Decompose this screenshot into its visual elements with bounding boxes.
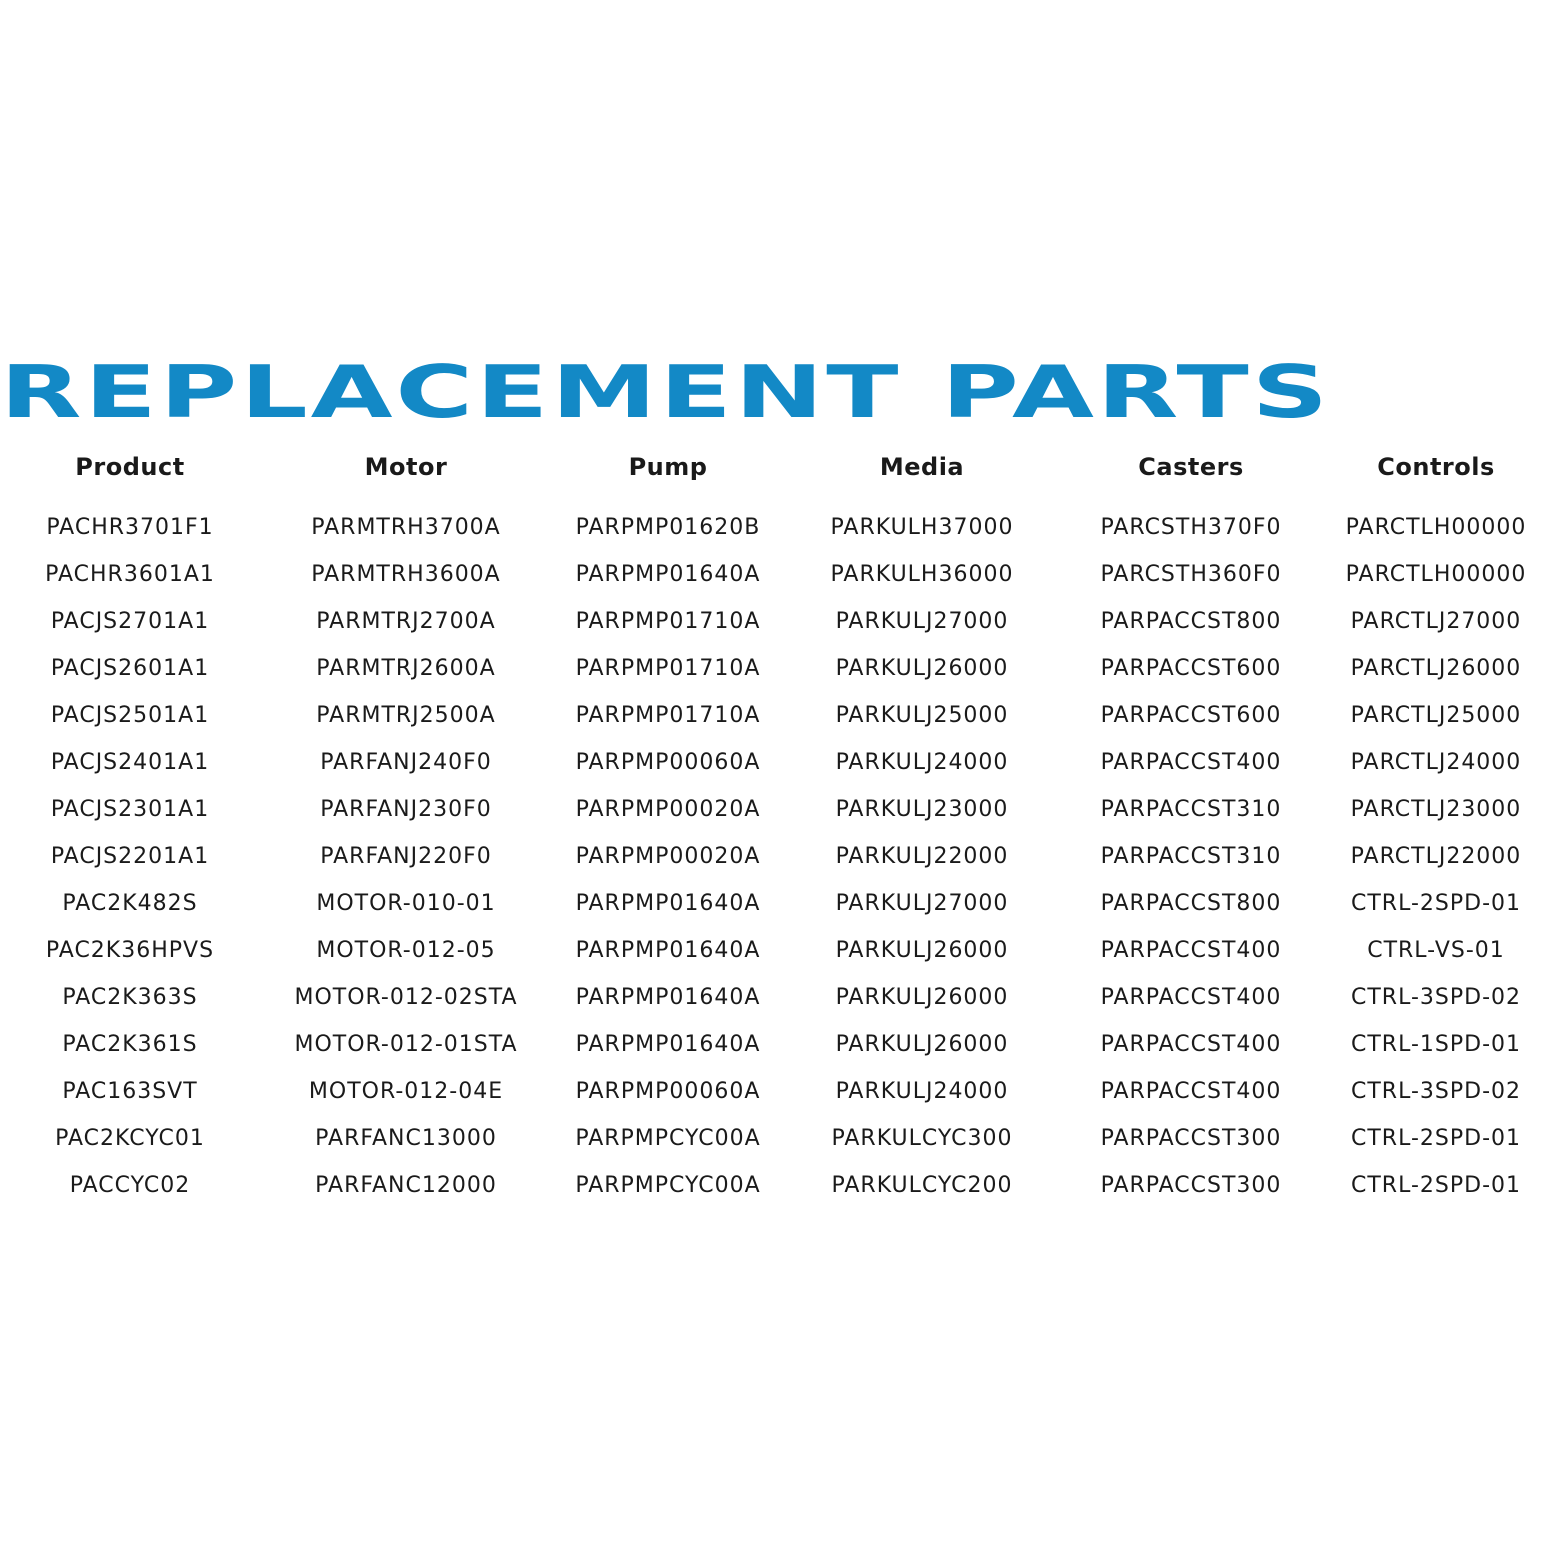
controls-cell: CTRL-3SPD-02 xyxy=(1351,985,1521,1010)
motor-cell: PARFANC12000 xyxy=(315,1173,497,1198)
motor-cell: PARMTRJ2500A xyxy=(316,703,496,728)
media-cell: PARKULJ24000 xyxy=(835,1079,1009,1104)
table-row xyxy=(0,974,1550,1021)
pump-cell: PARPMP01640A xyxy=(575,891,761,916)
column-header-motor: Motor xyxy=(364,453,448,481)
motor-cell: PARFANJ240F0 xyxy=(320,750,492,775)
motor-cell: PARFANJ220F0 xyxy=(320,844,492,869)
pump-cell: PARPMPCYC00A xyxy=(575,1126,761,1151)
product-cell: PAC2KCYC01 xyxy=(55,1126,205,1151)
casters-cell: PARPACCST400 xyxy=(1100,1032,1282,1057)
pump-cell: PARPMP01710A xyxy=(575,703,761,728)
controls-cell: PARCTLJ25000 xyxy=(1350,703,1522,728)
column-header-casters: Casters xyxy=(1138,453,1244,481)
motor-cell: MOTOR-012-04E xyxy=(308,1079,504,1104)
media-cell: PARKULJ27000 xyxy=(835,609,1009,634)
media-cell: PARKULJ25000 xyxy=(835,703,1009,728)
motor-cell: PARMTRH3700A xyxy=(311,515,501,540)
pump-cell: PARPMP01710A xyxy=(575,656,761,681)
product-cell: PAC2K361S xyxy=(62,1032,198,1057)
column-header-pump: Pump xyxy=(628,453,708,481)
table-row xyxy=(0,1021,1550,1068)
product-cell: PACJS2701A1 xyxy=(50,609,210,634)
casters-cell: PARPACCST600 xyxy=(1100,656,1282,681)
controls-cell: CTRL-2SPD-01 xyxy=(1351,891,1521,916)
casters-cell: PARPACCST400 xyxy=(1100,1079,1282,1104)
table-body xyxy=(0,504,1550,1209)
casters-cell: PARPACCST310 xyxy=(1100,844,1282,869)
column-header-controls: Controls xyxy=(1377,453,1495,481)
page-title: REPLACEMENT PARTS xyxy=(0,350,1331,434)
pump-cell: PARPMP01640A xyxy=(575,562,761,587)
media-cell: PARKULCYC200 xyxy=(831,1173,1013,1198)
pump-cell: PARPMP01640A xyxy=(575,985,761,1010)
motor-cell: PARMTRH3600A xyxy=(311,562,501,587)
controls-cell: CTRL-2SPD-01 xyxy=(1351,1173,1521,1198)
motor-cell: PARFANC13000 xyxy=(315,1126,497,1151)
product-cell: PACJS2501A1 xyxy=(50,703,210,728)
table-row xyxy=(0,1068,1550,1115)
media-cell: PARKULJ26000 xyxy=(835,938,1009,963)
product-cell: PACCYC02 xyxy=(69,1173,191,1198)
pump-cell: PARPMP01640A xyxy=(575,938,761,963)
controls-cell: CTRL-1SPD-01 xyxy=(1351,1032,1521,1057)
controls-cell: PARCTLH00000 xyxy=(1345,562,1527,587)
media-cell: PARKULJ23000 xyxy=(835,797,1009,822)
motor-cell: MOTOR-012-01STA xyxy=(294,1032,518,1057)
controls-cell: CTRL-VS-01 xyxy=(1367,938,1505,963)
media-cell: PARKULJ26000 xyxy=(835,1032,1009,1057)
table-row xyxy=(0,692,1550,739)
casters-cell: PARPACCST800 xyxy=(1100,891,1282,916)
product-cell: PAC2K482S xyxy=(62,891,198,916)
casters-cell: PARPACCST400 xyxy=(1100,985,1282,1010)
media-cell: PARKULJ26000 xyxy=(835,656,1009,681)
table-row xyxy=(0,786,1550,833)
controls-cell: PARCTLJ24000 xyxy=(1350,750,1522,775)
motor-cell: PARMTRJ2600A xyxy=(316,656,496,681)
table-row xyxy=(0,1162,1550,1209)
column-header-product: Product xyxy=(75,453,185,481)
media-cell: PARKULH37000 xyxy=(830,515,1014,540)
casters-cell: PARCSTH360F0 xyxy=(1100,562,1282,587)
casters-cell: PARPACCST300 xyxy=(1100,1126,1282,1151)
table-row xyxy=(0,739,1550,786)
table-row xyxy=(0,833,1550,880)
pump-cell: PARPMP00060A xyxy=(575,1079,761,1104)
table-row xyxy=(0,880,1550,927)
casters-cell: PARPACCST800 xyxy=(1100,609,1282,634)
table-row xyxy=(0,504,1550,551)
casters-cell: PARPACCST600 xyxy=(1100,703,1282,728)
controls-cell: CTRL-3SPD-02 xyxy=(1351,1079,1521,1104)
controls-cell: PARCTLJ26000 xyxy=(1350,656,1522,681)
motor-cell: MOTOR-010-01 xyxy=(316,891,496,916)
pump-cell: PARPMP01710A xyxy=(575,609,761,634)
product-cell: PACJS2201A1 xyxy=(50,844,210,869)
product-cell: PACJS2401A1 xyxy=(50,750,210,775)
controls-cell: CTRL-2SPD-01 xyxy=(1351,1126,1521,1151)
column-header-media: Media xyxy=(879,453,965,481)
media-cell: PARKULJ22000 xyxy=(835,844,1009,869)
motor-cell: MOTOR-012-02STA xyxy=(294,985,518,1010)
pump-cell: PARPMP00020A xyxy=(575,844,761,869)
casters-cell: PARPACCST300 xyxy=(1100,1173,1282,1198)
motor-cell: PARFANJ230F0 xyxy=(320,797,492,822)
pump-cell: PARPMP01640A xyxy=(575,1032,761,1057)
pump-cell: PARPMP00060A xyxy=(575,750,761,775)
casters-cell: PARPACCST310 xyxy=(1100,797,1282,822)
table-row xyxy=(0,551,1550,598)
media-cell: PARKULH36000 xyxy=(830,562,1014,587)
product-cell: PACHR3601A1 xyxy=(45,562,215,587)
parts-table xyxy=(0,448,1550,1209)
media-cell: PARKULJ26000 xyxy=(835,985,1009,1010)
casters-cell: PARPACCST400 xyxy=(1100,750,1282,775)
controls-cell: PARCTLH00000 xyxy=(1345,515,1527,540)
table-row xyxy=(0,927,1550,974)
pump-cell: PARPMPCYC00A xyxy=(575,1173,761,1198)
casters-cell: PARPACCST400 xyxy=(1100,938,1282,963)
media-cell: PARKULJ27000 xyxy=(835,891,1009,916)
controls-cell: PARCTLJ22000 xyxy=(1350,844,1522,869)
pump-cell: PARPMP00020A xyxy=(575,797,761,822)
table-header xyxy=(0,448,1550,504)
product-cell: PAC2K363S xyxy=(62,985,198,1010)
product-cell: PACJS2601A1 xyxy=(50,656,210,681)
table-row xyxy=(0,598,1550,645)
pump-cell: PARPMP01620B xyxy=(575,515,761,540)
motor-cell: PARMTRJ2700A xyxy=(316,609,496,634)
casters-cell: PARCSTH370F0 xyxy=(1100,515,1282,540)
controls-cell: PARCTLJ23000 xyxy=(1350,797,1522,822)
motor-cell: MOTOR-012-05 xyxy=(316,938,496,963)
controls-cell: PARCTLJ27000 xyxy=(1350,609,1522,634)
media-cell: PARKULJ24000 xyxy=(835,750,1009,775)
media-cell: PARKULCYC300 xyxy=(831,1126,1013,1151)
header-row xyxy=(0,448,1550,504)
product-cell: PAC163SVT xyxy=(62,1079,198,1104)
product-cell: PACJS2301A1 xyxy=(50,797,210,822)
table-row xyxy=(0,1115,1550,1162)
table-row xyxy=(0,645,1550,692)
product-cell: PAC2K36HPVS xyxy=(45,938,215,963)
product-cell: PACHR3701F1 xyxy=(46,515,214,540)
